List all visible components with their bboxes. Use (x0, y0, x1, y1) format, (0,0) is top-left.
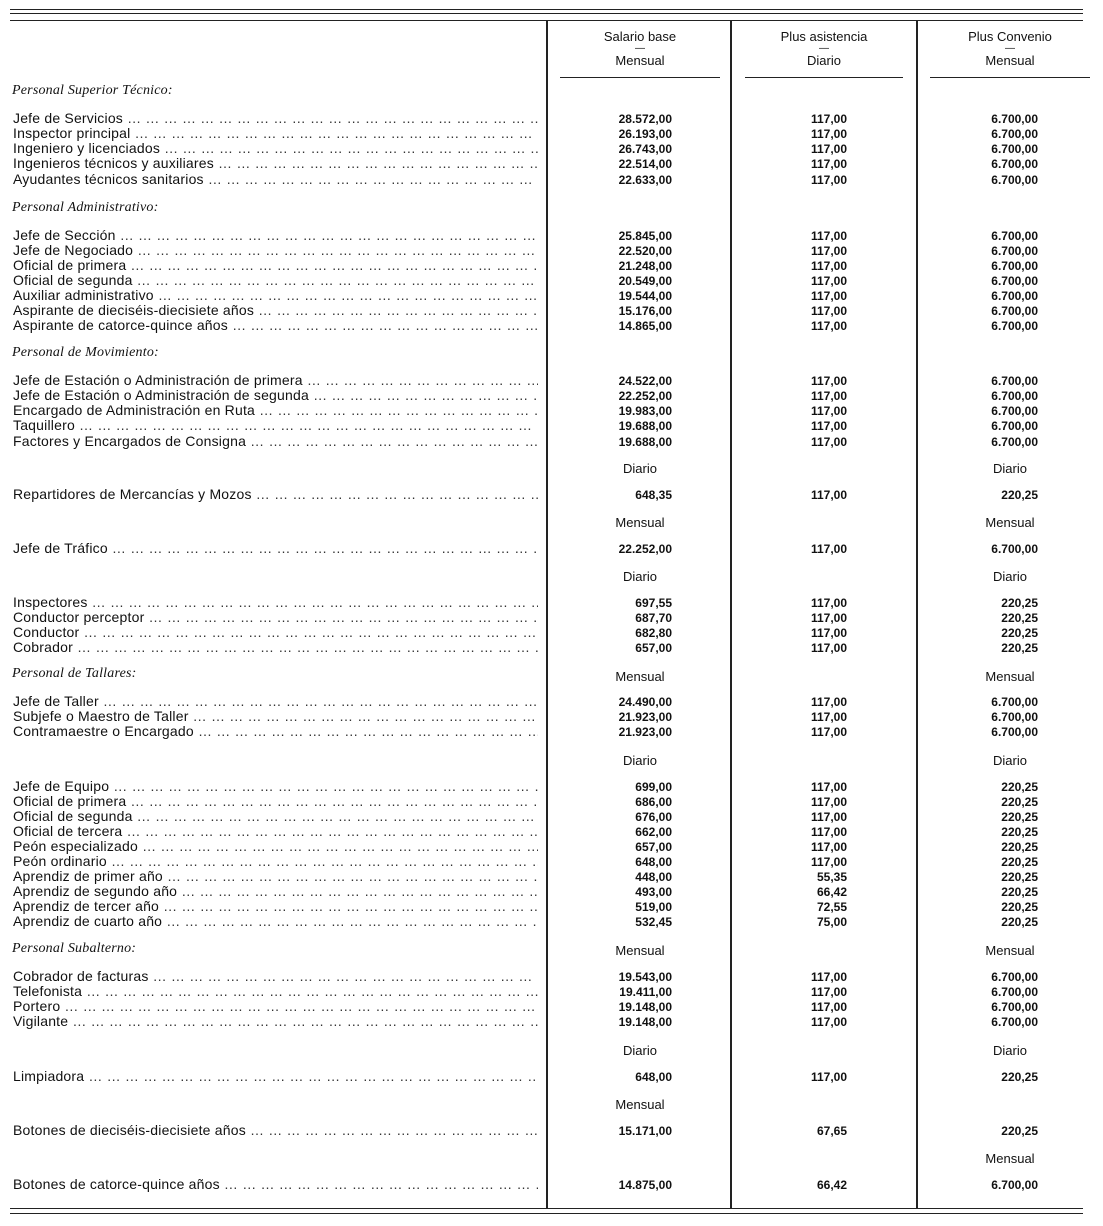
plus-convenio-value: 6.700,00 (991, 419, 1038, 433)
row-label: Cobrador … … … … … … … … … … … … … … … … … … … … … … … … … … … … … … … … … … … … … … … … (13, 639, 538, 655)
plus-asistencia-value: 117,00 (810, 1000, 847, 1014)
plus-convenio-value: 6.700,00 (991, 112, 1038, 126)
column-header-convenio (930, 30, 1090, 68)
row-label: Aspirante de catorce-quince años … … … … … … … … … … … … … … … … … … … … … … … … … … … … … … … … … … … … … … … … (13, 317, 538, 333)
column-header-salario (560, 30, 720, 68)
row-label: Peón ordinario … … … … … … … … … … … … … … … … … … … … … … … … … … … … … … … … … … … … … … … … (13, 853, 538, 869)
section-heading: Personal de Tallares: (12, 666, 137, 681)
row-label: Jefe de Estación o Administración de segunda … … … … … … … … … … … … … … … … … … … … … … … … … … … … … … … … … … … … … … … … (13, 387, 538, 403)
plus-convenio-value: 6.700,00 (991, 289, 1038, 303)
plus-convenio-value: 6.700,00 (991, 404, 1038, 418)
row-label: Aprendiz de segundo año … … … … … … … … … … … … … … … … … … … … … … … … … … … … … … … … … … … … … … … … (13, 883, 538, 899)
header-underline (930, 77, 1090, 78)
row-label: Subjefe o Maestro de Taller … … … … … … … … … … … … … … … … … … … … … … … … … … … … … … … … … … … … … … … … (13, 708, 538, 724)
plus-convenio-value: 220,25 (1001, 825, 1038, 839)
plus-convenio-value: 220,25 (1001, 915, 1038, 929)
plus-convenio-value: 6.700,00 (991, 319, 1038, 333)
plus-asistencia-value: 117,00 (810, 435, 847, 449)
salario-base-value: 26.193,00 (618, 127, 672, 141)
plus-convenio-value: 6.700,00 (991, 244, 1038, 258)
plus-asistencia-value: 117,00 (810, 1015, 847, 1029)
salario-base-value: 648,00 (635, 1070, 672, 1084)
row-label: Aprendiz de cuarto año … … … … … … … … … … … … … … … … … … … … … … … … … … … … … … … … … … … … … … … … (13, 913, 538, 929)
plus-asistencia-value: 117,00 (810, 695, 847, 709)
plus-asistencia-value: 117,00 (810, 488, 847, 502)
salario-base-value: 493,00 (635, 885, 672, 899)
row-label: Portero … … … … … … … … … … … … … … … … … … … … … … … … … … … … … … … … … … … … … … … … (13, 998, 538, 1014)
unit-marker: Mensual (985, 1151, 1035, 1166)
plus-convenio-value: 220,25 (1001, 641, 1038, 655)
unit-marker: Mensual (985, 669, 1035, 684)
plus-convenio-value: 220,25 (1001, 810, 1038, 824)
plus-convenio-value: 6.700,00 (991, 985, 1038, 999)
plus-asistencia-value: 117,00 (810, 985, 847, 999)
plus-convenio-value: 220,25 (1001, 611, 1038, 625)
row-label: Oficial de segunda … … … … … … … … … … … … … … … … … … … … … … … … … … … … … … … … … … … … … … … … (13, 808, 538, 824)
plus-asistencia-value: 117,00 (810, 173, 847, 187)
plus-asistencia-value: 117,00 (810, 319, 847, 333)
plus-convenio-value: 6.700,00 (991, 695, 1038, 709)
row-label: Factores y Encargados de Consigna … … … … … … … … … … … … … … … … … … … … … … … … … … … … … … … … … … … … … … … … (13, 433, 538, 449)
salario-base-value: 648,35 (635, 488, 672, 502)
salario-base-value: 657,00 (635, 641, 672, 655)
column-unit: Mensual (615, 53, 665, 68)
salario-base-value: 676,00 (635, 810, 672, 824)
salario-base-value: 22.252,00 (618, 389, 672, 403)
row-label: Botones de catorce-quince años … … … … … … … … … … … … … … … … … … … … … … … … … … … … … … … … … … … … … … … … (13, 1176, 538, 1192)
salario-base-value: 15.176,00 (618, 304, 672, 318)
section-heading: Personal de Movimiento: (12, 345, 159, 360)
salario-base-value: 22.520,00 (618, 244, 672, 258)
row-label: Oficial de segunda … … … … … … … … … … … … … … … … … … … … … … … … … … … … … … … … … … … … … … … … (13, 272, 538, 288)
row-label: Conductor perceptor … … … … … … … … … … … … … … … … … … … … … … … … … … … … … … … … … … … … … … … … (13, 609, 538, 625)
row-label: Repartidores de Mercancías y Mozos … … … … … … … … … … … … … … … … … … … … … … … … … … … … … … … … … … … … … … … … (13, 486, 538, 502)
salario-base-value: 687,70 (635, 611, 672, 625)
plus-asistencia-value: 117,00 (810, 710, 847, 724)
plus-asistencia-value: 117,00 (810, 229, 847, 243)
row-label: Jefe de Servicios … … … … … … … … … … … … … … … … … … … … … … … … … … … … … … … … … … … … … … … … (13, 110, 538, 126)
plus-asistencia-value: 117,00 (810, 374, 847, 388)
plus-convenio-value: 6.700,00 (991, 157, 1038, 171)
plus-convenio-value: 6.700,00 (991, 259, 1038, 273)
plus-asistencia-value: 117,00 (810, 810, 847, 824)
row-label: Vigilante … … … … … … … … … … … … … … … … … … … … … … … … … … … … … … … … … … … … … … … … (13, 1013, 538, 1029)
plus-asistencia-value: 117,00 (810, 626, 847, 640)
plus-asistencia-value: 117,00 (810, 725, 847, 739)
row-label: Cobrador de facturas … … … … … … … … … … … … … … … … … … … … … … … … … … … … … … … … … … … … … … … … (13, 968, 538, 984)
plus-convenio-value: 220,25 (1001, 780, 1038, 794)
column-title: Salario base (603, 29, 677, 44)
salario-base-value: 686,00 (635, 795, 672, 809)
salario-base-value: 22.633,00 (618, 173, 672, 187)
row-label: Inspector principal … … … … … … … … … … … … … … … … … … … … … … … … … … … … … … … … … … … … … … … … (13, 125, 538, 141)
header-underline (745, 77, 903, 78)
header-underline (560, 77, 720, 78)
salario-base-value: 648,00 (635, 855, 672, 869)
plus-asistencia-value: 117,00 (810, 404, 847, 418)
unit-marker: Mensual (615, 669, 665, 684)
plus-convenio-value: 6.700,00 (991, 725, 1038, 739)
salario-base-value: 24.490,00 (618, 695, 672, 709)
plus-convenio-value: 6.700,00 (991, 229, 1038, 243)
plus-convenio-value: 6.700,00 (991, 274, 1038, 288)
column-header-asistencia (745, 30, 903, 68)
row-label: Jefe de Tráfico … … … … … … … … … … … … … … … … … … … … … … … … … … … … … … … … … … … … … … … … (13, 540, 538, 556)
plus-convenio-value: 220,25 (1001, 885, 1038, 899)
plus-asistencia-value: 117,00 (810, 611, 847, 625)
row-label: Jefe de Taller … … … … … … … … … … … … … … … … … … … … … … … … … … … … … … … … … … … … … … … … (13, 693, 538, 709)
row-label: Limpiadora … … … … … … … … … … … … … … … … … … … … … … … … … … … … … … … … … … … … … … … … (13, 1068, 538, 1084)
plus-asistencia-value: 117,00 (810, 840, 847, 854)
section-heading: Personal Superior Técnico: (12, 83, 173, 98)
plus-asistencia-value: 117,00 (810, 244, 847, 258)
unit-marker: Mensual (615, 1097, 665, 1112)
header-dash: — (635, 43, 645, 54)
plus-asistencia-value: 117,00 (810, 641, 847, 655)
salario-base-value: 19.148,00 (618, 1000, 672, 1014)
row-label: Aspirante de dieciséis-diecisiete años … … … … … … … … … … … … … … … … … … … … … … … … … … … … … … … … … … … … … … … … (13, 302, 538, 318)
plus-asistencia-value: 66,42 (816, 885, 847, 899)
plus-convenio-value: 6.700,00 (991, 542, 1038, 556)
plus-asistencia-value: 117,00 (810, 419, 847, 433)
plus-asistencia-value: 117,00 (810, 259, 847, 273)
salario-base-value: 21.248,00 (618, 259, 672, 273)
top-rule-2 (10, 13, 1083, 14)
row-label: Jefe de Equipo … … … … … … … … … … … … … … … … … … … … … … … … … … … … … … … … … … … … … … … … (13, 778, 538, 794)
salario-base-value: 14.875,00 (618, 1178, 672, 1192)
plus-asistencia-value: 117,00 (810, 596, 847, 610)
plus-convenio-value: 220,25 (1001, 626, 1038, 640)
row-label: Botones de dieciséis-diecisiete años … … … … … … … … … … … … … … … … … … … … … … … … … … … … … … … … … … … … … … … … (13, 1122, 538, 1138)
salario-base-value: 20.549,00 (618, 274, 672, 288)
plus-convenio-value: 6.700,00 (991, 389, 1038, 403)
section-heading: Personal Subalterno: (12, 941, 137, 956)
unit-marker: Mensual (615, 943, 665, 958)
plus-asistencia-value: 117,00 (810, 1070, 847, 1084)
row-label: Ayudantes técnicos sanitarios … … … … … … … … … … … … … … … … … … … … … … … … … … … … … … … … … … … … … … … … (13, 171, 538, 187)
salario-base-value: 19.688,00 (618, 419, 672, 433)
plus-asistencia-value: 72,55 (816, 900, 847, 914)
plus-convenio-value: 6.700,00 (991, 710, 1038, 724)
row-label: Conductor … … … … … … … … … … … … … … … … … … … … … … … … … … … … … … … … … … … … … … … … (13, 624, 538, 640)
plus-convenio-value: 6.700,00 (991, 1178, 1038, 1192)
top-rule (10, 9, 1083, 10)
unit-marker: Mensual (985, 515, 1035, 530)
salario-base-value: 532,45 (635, 915, 672, 929)
salario-base-value: 24.522,00 (618, 374, 672, 388)
salario-base-value: 448,00 (635, 870, 672, 884)
salario-base-value: 662,00 (635, 825, 672, 839)
salario-base-value: 19.544,00 (618, 289, 672, 303)
plus-asistencia-value: 117,00 (810, 825, 847, 839)
plus-convenio-value: 220,25 (1001, 1124, 1038, 1138)
row-label: Oficial de tercera … … … … … … … … … … … … … … … … … … … … … … … … … … … … … … … … … … … … … … … … (13, 823, 538, 839)
salario-base-value: 22.252,00 (618, 542, 672, 556)
plus-convenio-value: 6.700,00 (991, 1000, 1038, 1014)
plus-asistencia-value: 117,00 (810, 142, 847, 156)
salario-base-value: 697,55 (635, 596, 672, 610)
plus-convenio-value: 220,25 (1001, 596, 1038, 610)
unit-marker: Diario (623, 753, 657, 768)
salario-base-value: 19.688,00 (618, 435, 672, 449)
unit-marker: Diario (993, 461, 1027, 476)
plus-asistencia-value: 75,00 (816, 915, 847, 929)
row-label: Jefe de Negociado … … … … … … … … … … … … … … … … … … … … … … … … … … … … … … … … … … … … … … … … (13, 242, 538, 258)
row-label: Auxiliar administrativo … … … … … … … … … … … … … … … … … … … … … … … … … … … … … … … … … … … … … … … … (13, 287, 538, 303)
salario-base-value: 19.148,00 (618, 1015, 672, 1029)
plus-convenio-value: 6.700,00 (991, 142, 1038, 156)
row-label: Contramaestre o Encargado … … … … … … … … … … … … … … … … … … … … … … … … … … … … … … … … … … … … … … … … (13, 723, 538, 739)
unit-marker: Mensual (985, 943, 1035, 958)
plus-asistencia-value: 117,00 (810, 157, 847, 171)
unit-marker: Diario (623, 569, 657, 584)
column-divider (916, 20, 918, 1208)
salario-base-value: 25.845,00 (618, 229, 672, 243)
plus-asistencia-value: 117,00 (810, 127, 847, 141)
plus-asistencia-value: 66,42 (816, 1178, 847, 1192)
plus-convenio-value: 6.700,00 (991, 435, 1038, 449)
column-divider (546, 20, 548, 1208)
bottom-rule-2 (10, 1213, 1083, 1214)
header-dash: — (819, 43, 829, 54)
column-unit: Diario (807, 53, 841, 68)
plus-asistencia-value: 117,00 (810, 389, 847, 403)
plus-convenio-value: 220,25 (1001, 795, 1038, 809)
row-label: Jefe de Sección … … … … … … … … … … … … … … … … … … … … … … … … … … … … … … … … … … … … … … … … (13, 227, 538, 243)
salario-base-value: 21.923,00 (618, 725, 672, 739)
row-label: Ingenieros técnicos y auxiliares … … … … … … … … … … … … … … … … … … … … … … … … … … … … … … … … … … … … … … … … (13, 155, 538, 171)
plus-asistencia-value: 117,00 (810, 274, 847, 288)
plus-convenio-value: 6.700,00 (991, 127, 1038, 141)
section-heading: Personal Administrativo: (12, 200, 159, 215)
row-label: Encargado de Administración en Ruta … … … … … … … … … … … … … … … … … … … … … … … … … … … … … … … … … … … … … … … … (13, 402, 538, 418)
plus-convenio-value: 220,25 (1001, 840, 1038, 854)
salario-base-value: 519,00 (635, 900, 672, 914)
plus-convenio-value: 6.700,00 (991, 970, 1038, 984)
unit-marker: Diario (993, 753, 1027, 768)
row-label: Oficial de primera … … … … … … … … … … … … … … … … … … … … … … … … … … … … … … … … … … … … … … … … (13, 793, 538, 809)
plus-convenio-value: 6.700,00 (991, 173, 1038, 187)
row-label: Telefonista … … … … … … … … … … … … … … … … … … … … … … … … … … … … … … … … … … … … … … … … (13, 983, 538, 999)
row-label: Peón especializado … … … … … … … … … … … … … … … … … … … … … … … … … … … … … … … … … … … … … … … … (13, 838, 538, 854)
salario-base-value: 682,80 (635, 626, 672, 640)
plus-convenio-value: 220,25 (1001, 488, 1038, 502)
column-title: Plus asistencia (780, 29, 868, 44)
row-label: Oficial de primera … … … … … … … … … … … … … … … … … … … … … … … … … … … … … … … … … … … … … … … … (13, 257, 538, 273)
plus-asistencia-value: 117,00 (810, 289, 847, 303)
salario-base-value: 28.572,00 (618, 112, 672, 126)
bottom-rule (10, 1208, 1083, 1209)
column-unit: Mensual (985, 53, 1035, 68)
row-label: Jefe de Estación o Administración de primera … … … … … … … … … … … … … … … … … … … … … … … … … … … … … … … … … … … … … … … … (13, 372, 538, 388)
salario-base-value: 657,00 (635, 840, 672, 854)
salario-base-value: 22.514,00 (618, 157, 672, 171)
plus-asistencia-value: 117,00 (810, 780, 847, 794)
unit-marker: Mensual (615, 515, 665, 530)
unit-marker: Diario (993, 1043, 1027, 1058)
plus-convenio-value: 6.700,00 (991, 374, 1038, 388)
plus-asistencia-value: 117,00 (810, 304, 847, 318)
plus-asistencia-value: 67,65 (816, 1124, 847, 1138)
plus-asistencia-value: 55,35 (816, 870, 847, 884)
salario-base-value: 19.543,00 (618, 970, 672, 984)
plus-convenio-value: 220,25 (1001, 870, 1038, 884)
plus-asistencia-value: 117,00 (810, 542, 847, 556)
salario-base-value: 19.983,00 (618, 404, 672, 418)
header-dash: — (1005, 43, 1015, 54)
plus-convenio-value: 220,25 (1001, 855, 1038, 869)
salario-base-value: 21.923,00 (618, 710, 672, 724)
plus-convenio-value: 220,25 (1001, 1070, 1038, 1084)
salario-base-value: 26.743,00 (618, 142, 672, 156)
row-label: Aprendiz de tercer año … … … … … … … … … … … … … … … … … … … … … … … … … … … … … … … … … … … … … … … … (13, 898, 538, 914)
unit-marker: Diario (993, 569, 1027, 584)
plus-asistencia-value: 117,00 (810, 855, 847, 869)
salario-base-value: 14.865,00 (618, 319, 672, 333)
salario-base-value: 699,00 (635, 780, 672, 794)
salario-base-value: 15.171,00 (618, 1124, 672, 1138)
plus-asistencia-value: 117,00 (810, 795, 847, 809)
unit-marker: Diario (623, 1043, 657, 1058)
row-label: Ingeniero y licenciados … … … … … … … … … … … … … … … … … … … … … … … … … … … … … … … … … … … … … … … … (13, 140, 538, 156)
row-label: Inspectores … … … … … … … … … … … … … … … … … … … … … … … … … … … … … … … … … … … … … … … … (13, 594, 538, 610)
plus-asistencia-value: 117,00 (810, 112, 847, 126)
plus-convenio-value: 6.700,00 (991, 1015, 1038, 1029)
salario-base-value: 19.411,00 (619, 985, 672, 999)
unit-marker: Diario (623, 461, 657, 476)
column-title: Plus Convenio (968, 29, 1052, 44)
plus-convenio-value: 220,25 (1001, 900, 1038, 914)
row-label: Aprendiz de primer año … … … … … … … … … … … … … … … … … … … … … … … … … … … … … … … … … … … … … … … … (13, 868, 538, 884)
plus-convenio-value: 6.700,00 (991, 304, 1038, 318)
column-divider (730, 20, 732, 1208)
plus-asistencia-value: 117,00 (810, 970, 847, 984)
row-label: Taquillero … … … … … … … … … … … … … … … … … … … … … … … … … … … … … … … … … … … … … … … … (13, 417, 538, 433)
